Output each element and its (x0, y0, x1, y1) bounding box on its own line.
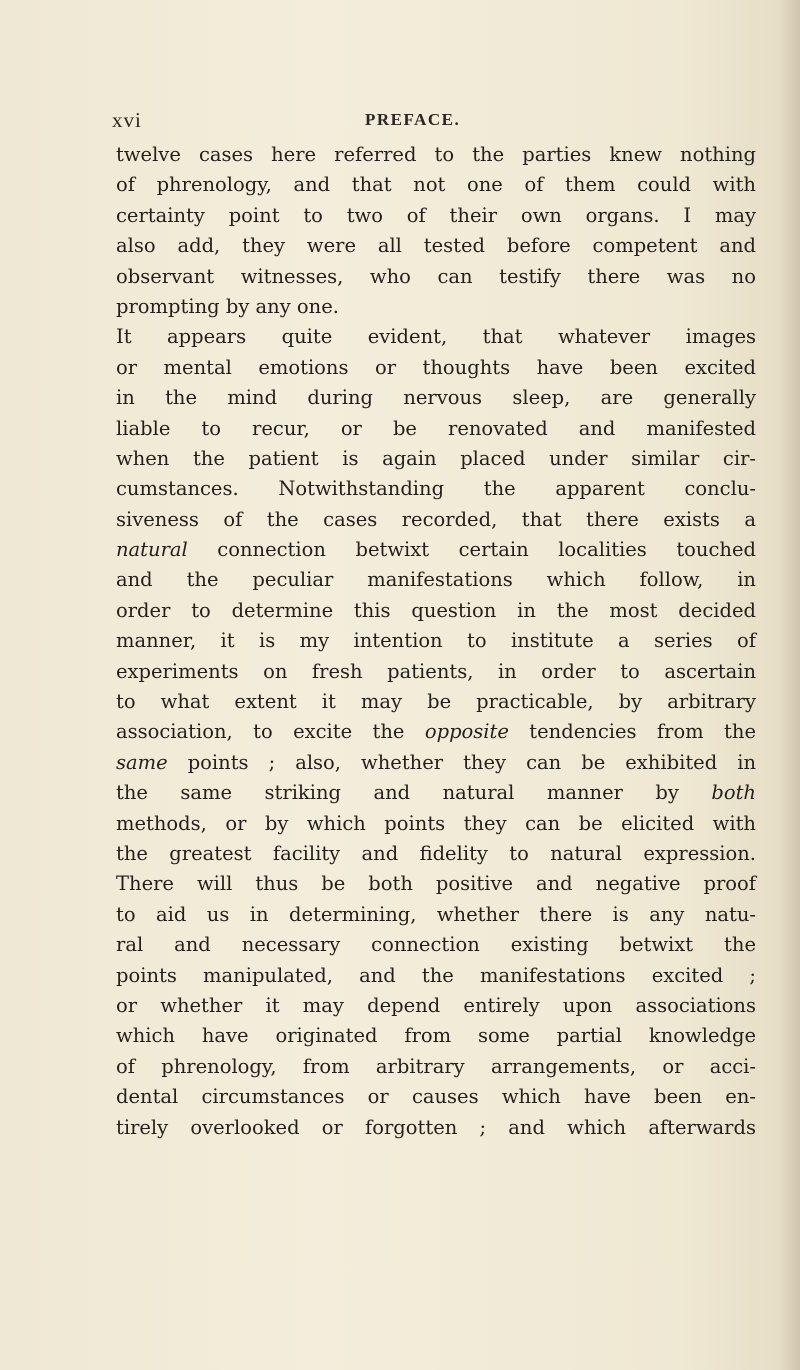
text-line: cumstances. Notwithstanding the apparent conclu- (116, 477, 756, 501)
text-line: certainty point to two of their own organs. I may (116, 203, 756, 227)
body-text (116, 140, 756, 1143)
text-line: or whether it may depend entirely upon associations (116, 993, 756, 1017)
italic-word: natural (116, 538, 188, 562)
text-line: in the mind during nervous sleep, are generally (116, 386, 756, 410)
running-title: PREFACE. (365, 110, 461, 129)
text-line: liable to recur, or be renovated and manifested (116, 416, 756, 440)
text-line: methods, or by which points they can be elicited with (116, 811, 756, 835)
text-line: observant witnesses, who can testify there was no (116, 264, 756, 288)
text-line: prompting by any one. (116, 294, 339, 318)
text-line: experiments on fresh patients, in order to ascertain (116, 659, 756, 683)
text-line: of phrenology, and that not one of them could with (116, 173, 756, 197)
italic-word: same (116, 750, 168, 774)
text-line: There will thus be both positive and negative proof (116, 872, 756, 896)
text-line: dental circumstances or causes which have been en- (116, 1085, 756, 1109)
text-line: to what extent it may be practicable, by arbitrary (116, 690, 756, 714)
text-line: natural connection betwixt certain localities touched (116, 538, 756, 562)
text-line: twelve cases here referred to the parties knew nothing (116, 143, 756, 166)
text-line: to aid us in determining, whether there is any natu- (116, 902, 756, 926)
text-line: or mental emotions or thoughts have been excited (116, 355, 756, 379)
text-line: which have originated from some partial knowledge (116, 1024, 756, 1048)
text-line: of phrenology, from arbitrary arrangements, or acci- (116, 1054, 756, 1078)
text-line: association, to excite the opposite tendencies from the (116, 720, 756, 744)
text-line: same points ; also, whether they can be exhibited in (116, 750, 756, 774)
text-line: It appears quite evident, that whatever images (116, 325, 756, 349)
text-line: also add, they were all tested before competent and (116, 234, 756, 258)
text-line: the same striking and natural manner by both (116, 781, 756, 805)
text-line: the greatest facility and fidelity to natural expression. (116, 841, 756, 865)
page-header (0, 108, 800, 138)
text-line: and the peculiar manifestations which follow, in (116, 568, 756, 592)
text-line: tirely overlooked or forgotten ; and which afterwards (116, 1115, 756, 1139)
text-line: siveness of the cases recorded, that there exists a (116, 507, 756, 531)
text-line: manner, it is my intention to institute a series of (116, 629, 756, 653)
text-line: ral and necessary connection existing betwixt the (116, 933, 756, 957)
page-number: xvi (112, 108, 142, 132)
italic-word: opposite (424, 720, 509, 744)
page-edge-shadow (778, 0, 800, 1370)
text-line: points manipulated, and the manifestations excited ; (116, 963, 756, 987)
italic-word: both (711, 781, 756, 805)
text-line: order to determine this question in the most decided (116, 598, 756, 622)
text-line: when the patient is again placed under similar cir- (116, 446, 756, 470)
